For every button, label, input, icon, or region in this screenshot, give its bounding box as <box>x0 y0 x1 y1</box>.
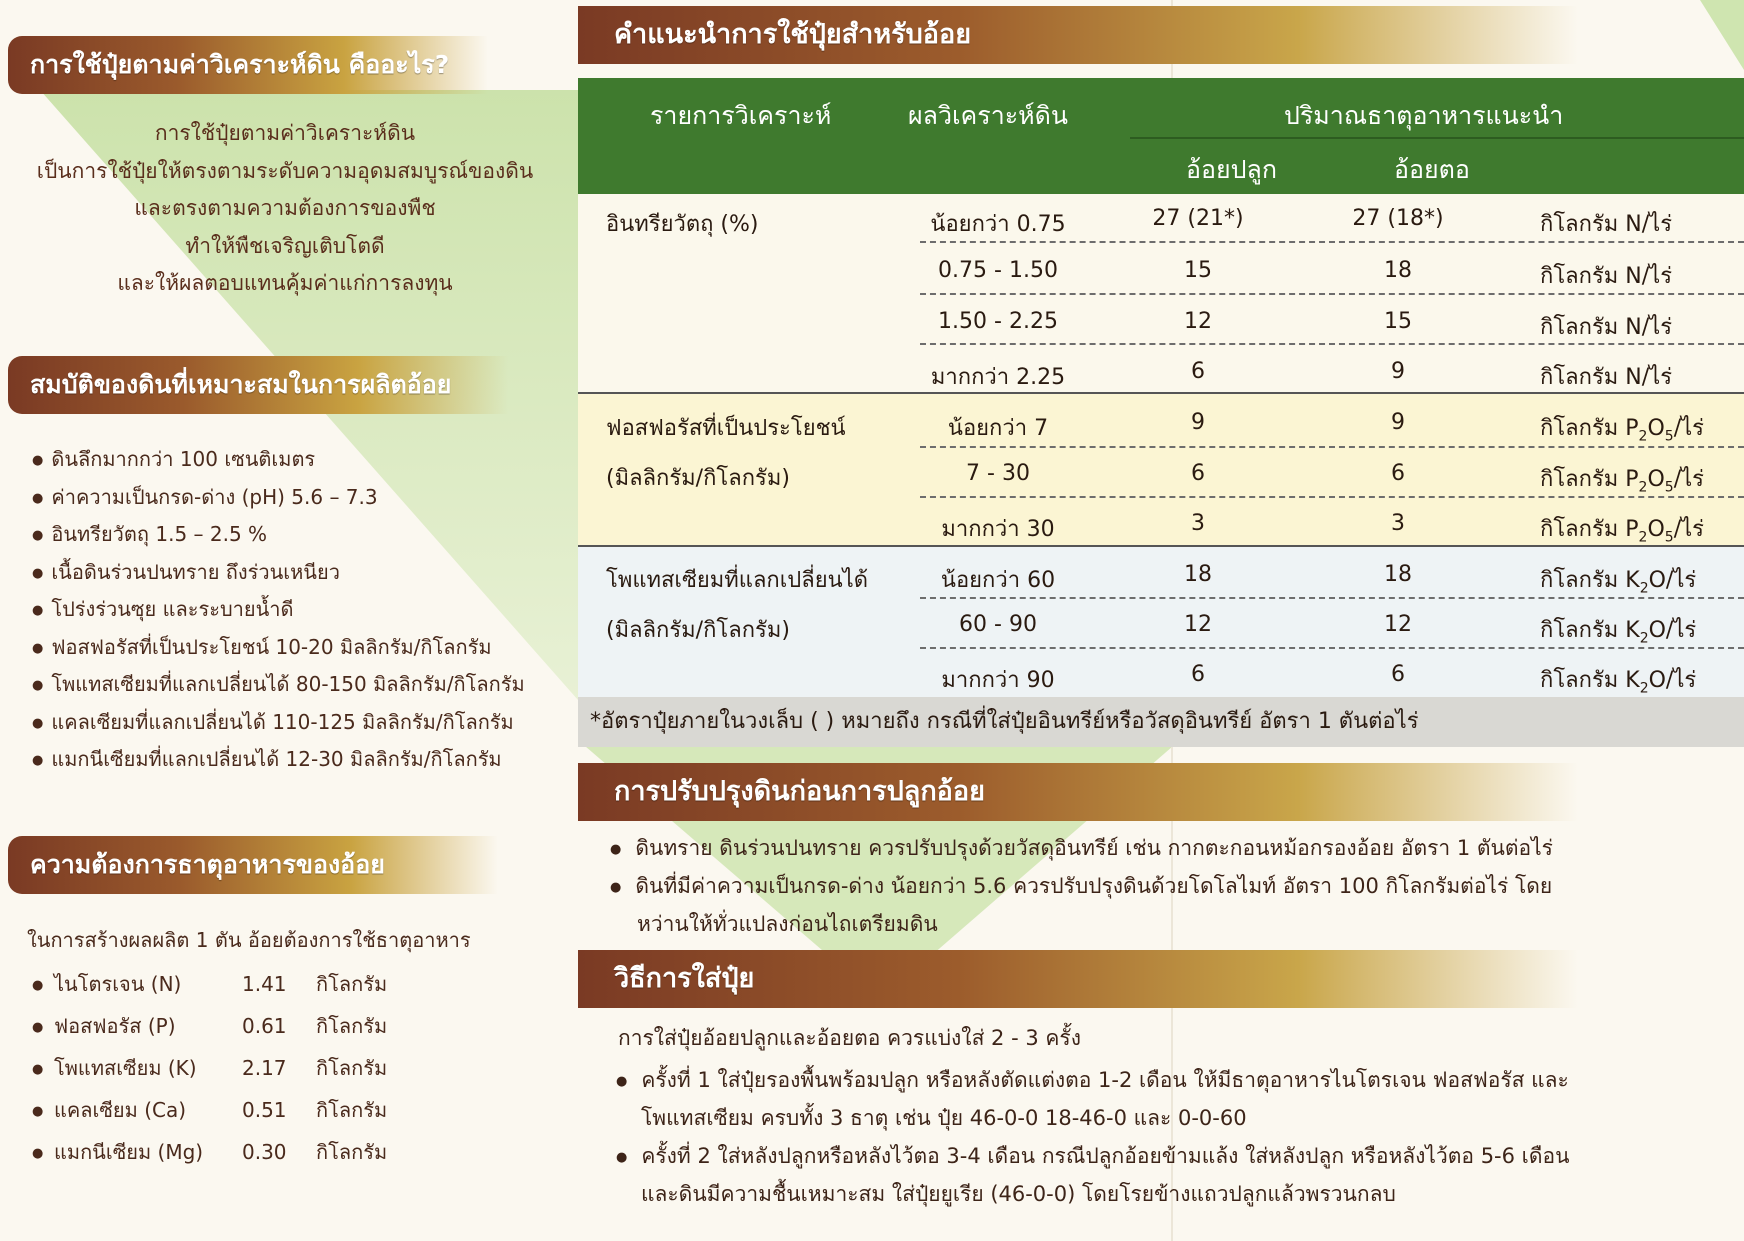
nutrient-name: ไนโตรเจน (N) <box>54 972 182 996</box>
section-header-nutrient-needs <box>8 836 498 894</box>
intro-paragraph <box>0 115 570 303</box>
nutrient-value: 0.61 <box>242 1014 287 1038</box>
list-item: ● แมกนีเซียมที่แลกเปลี่ยนได้ 12-30 มิลลิกรัม/กิโลกรัม <box>32 741 525 779</box>
cell-ratoon: 12 <box>1384 612 1412 637</box>
cell-ratoon: 18 <box>1384 562 1412 587</box>
cell-result: 60 - 90 <box>959 612 1037 637</box>
nutrient-row: ● แมกนีเซียม (Mg) 0.30 กิโลกรัม <box>32 1132 387 1172</box>
unit-text: กิโลกรัม P <box>1540 467 1639 492</box>
list-item: ● ดินลึกมากกว่า 100 เซนติเมตร <box>32 441 525 479</box>
cell-ratoon: 9 <box>1391 359 1405 384</box>
nutrient-value: 0.51 <box>242 1098 287 1122</box>
header-result: ผลวิเคราะห์ดิน <box>908 101 1068 130</box>
row-divider <box>920 647 1744 649</box>
cell-result: น้อยกว่า 7 <box>947 416 1049 441</box>
cell-plant: 9 <box>1191 410 1205 435</box>
cell-unit <box>1540 309 1672 344</box>
para-line: และให้ผลตอบแทนคุ้มค่าแก่การลงทุน <box>117 271 453 295</box>
header-recommendation: ปริมาณธาตุอาหารแนะนำ <box>1284 101 1564 130</box>
left-column <box>0 0 570 1241</box>
cell-result: มากกว่า 2.25 <box>930 365 1066 390</box>
nutrient-unit: กิโลกรัม <box>316 1014 388 1038</box>
cell-plant: 12 <box>1184 612 1212 637</box>
unit-suffix: /ไร่ <box>1641 212 1673 237</box>
cell-ratoon: 18 <box>1384 258 1412 283</box>
section-header-soil-improvement <box>578 763 1578 821</box>
nutrient-unit: กิโลกรัม <box>316 972 388 996</box>
cell-plant: 18 <box>1184 562 1212 587</box>
unit-subscript: 5 <box>1664 428 1674 445</box>
unit-suffix: /ไร่ <box>1673 416 1704 441</box>
cell-ratoon: 6 <box>1391 662 1405 687</box>
header-divider <box>1130 137 1744 139</box>
cell-ratoon: 6 <box>1391 461 1405 486</box>
section-title: ความต้องการธาตุอาหารของอ้อย <box>30 850 385 879</box>
nutrient-row: ● ฟอสฟอรัส (P) 0.61 กิโลกรัม <box>32 1006 387 1046</box>
cell-ratoon: 15 <box>1384 309 1412 334</box>
cell-plant: 12 <box>1184 309 1212 334</box>
group-divider <box>578 392 1744 394</box>
table-footnote: *อัตราปุ๋ยภายในวงเล็บ ( ) หมายถึง กรณีที่ใส่ปุ๋ยอินทรีย์หรือวัสดุอินทรีย์ อัตรา 1 ตันต่อไร่ <box>578 697 1744 747</box>
nutrient-value: 2.17 <box>242 1056 287 1080</box>
bullet-continuation: และดินมีความชื้นเหมาะสม ใส่ปุ๋ยยูเรีย (46-0-0) โดยโรยข้างแถวปลูกแล้วพรวนกลบ <box>641 1182 1396 1206</box>
row-divider <box>920 496 1744 498</box>
section-title: สมบัติของดินที่เหมาะสมในการผลิตอ้อย <box>30 370 452 399</box>
list-item: ● แคลเซียมที่แลกเปลี่ยนได้ 110-125 มิลลิกรัม/กิโลกรัม <box>32 704 525 742</box>
cell-plant: 27 (21*) <box>1152 206 1244 231</box>
bullet-line: ● ดินทราย ดินร่วนปนทราย ควรปรับปรุงด้วยวัสดุอินทรีย์ เช่น กากตะกอนหม้อกรองอ้อย อัตรา 1 ตันต่อไร่ <box>610 836 1553 860</box>
cell-plant: 6 <box>1191 461 1205 486</box>
group-label: ฟอสฟอรัสที่เป็นประโยชน์ <box>606 416 846 441</box>
cell-unit <box>1540 662 1696 697</box>
cell-plant: 6 <box>1191 662 1205 687</box>
table-header <box>578 78 1744 194</box>
cell-unit <box>1540 410 1704 445</box>
group-label: โพแทสเซียมที่แลกเปลี่ยนได้ <box>606 568 869 593</box>
method-intro: การใส่ปุ๋ยอ้อยปลูกและอ้อยตอ ควรแบ่งใส่ 2 - 3 ครั้ง <box>618 1026 1081 1050</box>
list-item: ● โปร่งร่วนซุย และระบายน้ำดี <box>32 591 525 629</box>
list-item: ● โพแทสเซียมที่แลกเปลี่ยนได้ 80-150 มิลลิกรัม/กิโลกรัม <box>32 666 525 704</box>
header-plant-cane: อ้อยปลูก <box>1186 155 1278 184</box>
bullet-text: ดินทราย ดินร่วนปนทราย ควรปรับปรุงด้วยวัสดุอินทรีย์ เช่น กากตะกอนหม้อกรองอ้อย อัตรา 1 ตันต่อไร่ <box>635 836 1553 860</box>
cell-result: 1.50 - 2.25 <box>938 309 1058 334</box>
bullet-continuation: โพแทสเซียม ครบทั้ง 3 ธาตุ เช่น ปุ๋ย 46-0-0 18-46-0 และ 0-0-60 <box>641 1106 1247 1130</box>
cell-unit <box>1540 206 1672 241</box>
unit-subscript: 5 <box>1664 479 1674 496</box>
nutrient-name: แคลเซียม (Ca) <box>54 1098 187 1122</box>
section-title: วิธีการใส่ปุ๋ย <box>614 963 755 994</box>
section-header-recommendation <box>578 6 1578 64</box>
row-divider <box>920 293 1744 295</box>
nutrient-unit: กิโลกรัม <box>316 1098 388 1122</box>
unit-suffix: O/ไร่ <box>1648 618 1697 643</box>
unit-text: กิโลกรัม P <box>1540 416 1639 441</box>
unit-text: กิโลกรัม K <box>1540 568 1640 593</box>
unit-text: O <box>1647 467 1665 492</box>
nutrient-row: ● โพแทสเซียม (K) 2.17 กิโลกรัม <box>32 1048 387 1088</box>
group-label-unit: (มิลลิกรัม/กิโลกรัม) <box>606 618 790 643</box>
bullet-line: ● ครั้งที่ 2 ใส่หลังปลูกหรือหลังไว้ตอ 3-4 เดือน กรณีปลูกอ้อยข้ามแล้ง ใส่หลังปลูก หรือหลังไว้ตอ 5-6 เดือน <box>616 1144 1570 1168</box>
unit-text: กิโลกรัม N <box>1540 315 1642 340</box>
para-line: ทำให้พืชเจริญเติบโตดี <box>185 233 385 258</box>
header-ratoon-cane: อ้อยตอ <box>1394 155 1470 184</box>
list-item: ● อินทรียวัตถุ 1.5 – 2.5 % <box>32 516 525 554</box>
section-title: การใช้ปุ๋ยตามค่าวิเคราะห์ดิน คืออะไร? <box>30 50 450 79</box>
nutrient-row: ● แคลเซียม (Ca) 0.51 กิโลกรัม <box>32 1090 387 1130</box>
para-line: เป็นการใช้ปุ๋ยให้ตรงตามระดับความอุดมสมบูรณ์ของดิน <box>36 158 534 183</box>
nutrient-value: 1.41 <box>242 972 287 996</box>
unit-text: กิโลกรัม N <box>1540 212 1642 237</box>
unit-subscript: 2 <box>1639 630 1649 647</box>
bullet-text: ดินที่มีค่าความเป็นกรด-ด่าง น้อยกว่า 5.6 ควรปรับปรุงดินด้วยโดโลไมท์ อัตรา 100 กิโลกรัมต่อไร่ โดย <box>635 874 1553 898</box>
section-header-fertilizer-method <box>578 950 1578 1008</box>
unit-text: O <box>1647 517 1665 542</box>
cell-result: 7 - 30 <box>966 461 1030 486</box>
unit-text: กิโลกรัม P <box>1540 517 1639 542</box>
nutrient-row: ● ไนโตรเจน (N) 1.41 กิโลกรัม <box>32 964 387 1004</box>
soil-properties-list <box>32 441 525 779</box>
cell-unit <box>1540 511 1704 546</box>
unit-text: กิโลกรัม K <box>1540 618 1640 643</box>
cell-plant: 3 <box>1191 511 1205 536</box>
unit-suffix: /ไร่ <box>1641 264 1673 289</box>
bullet-line: ● ดินที่มีค่าความเป็นกรด-ด่าง น้อยกว่า 5.6 ควรปรับปรุงดินด้วยโดโลไมท์ อัตรา 100 กิโลกรัมต่อไร่ โดย <box>610 874 1553 898</box>
cell-result: น้อยกว่า 60 <box>940 568 1056 593</box>
unit-subscript: 2 <box>1638 479 1648 496</box>
unit-subscript: 2 <box>1638 428 1648 445</box>
group-label-unit: (มิลลิกรัม/กิโลกรัม) <box>606 466 790 491</box>
section-title: คำแนะนำการใช้ปุ๋ยสำหรับอ้อย <box>614 19 972 50</box>
cell-result: มากกว่า 90 <box>941 668 1055 693</box>
cell-unit <box>1540 612 1696 647</box>
unit-suffix: O/ไร่ <box>1648 568 1697 593</box>
nutrient-name: โพแทสเซียม (K) <box>54 1056 197 1080</box>
nutrient-unit: กิโลกรัม <box>316 1140 388 1164</box>
list-item: ● ฟอสฟอรัสที่เป็นประโยชน์ 10-20 มิลลิกรัม/กิโลกรัม <box>32 629 525 667</box>
cell-ratoon: 27 (18*) <box>1352 206 1444 231</box>
cell-result: มากกว่า 30 <box>941 517 1055 542</box>
unit-suffix: O/ไร่ <box>1648 668 1697 693</box>
unit-suffix: /ไร่ <box>1641 315 1673 340</box>
unit-subscript: 2 <box>1639 580 1649 597</box>
row-divider <box>920 446 1744 448</box>
cell-unit <box>1540 562 1696 597</box>
list-item: ● เนื้อดินร่วนปนทราย ถึงร่วนเหนียว <box>32 554 525 592</box>
row-divider <box>920 343 1744 345</box>
cell-unit <box>1540 258 1672 293</box>
group-label: อินทรียวัตถุ (%) <box>606 212 759 237</box>
nutrient-intro: ในการสร้างผลผลิต 1 ตัน อ้อยต้องการใช้ธาตุอาหาร <box>27 928 471 952</box>
nutrient-name: แมกนีเซียม (Mg) <box>54 1140 204 1164</box>
group-divider <box>578 545 1744 547</box>
section-title: การปรับปรุงดินก่อนการปลูกอ้อย <box>614 776 985 807</box>
para-line: การใช้ปุ๋ยตามค่าวิเคราะห์ดิน <box>154 121 416 145</box>
cell-ratoon: 3 <box>1391 511 1405 536</box>
row-divider <box>920 241 1744 243</box>
right-column <box>578 0 1744 1241</box>
list-item: ● ค่าความเป็นกรด-ด่าง (pH) 5.6 – 7.3 <box>32 479 525 517</box>
bullet-text: ครั้งที่ 2 ใส่หลังปลูกหรือหลังไว้ตอ 3-4 เดือน กรณีปลูกอ้อยข้ามแล้ง ใส่หลังปลูก หรือหลังไว้ตอ 5-6 เดือน <box>641 1144 1570 1168</box>
unit-suffix: /ไร่ <box>1641 365 1673 390</box>
cell-unit <box>1540 359 1672 394</box>
section-header-soil-properties <box>8 356 508 414</box>
unit-text: กิโลกรัม N <box>1540 365 1642 390</box>
cell-result: 0.75 - 1.50 <box>938 258 1058 283</box>
unit-text: กิโลกรัม K <box>1540 668 1640 693</box>
nutrient-unit: กิโลกรัม <box>316 1056 388 1080</box>
unit-subscript: 5 <box>1664 529 1674 546</box>
bullet-continuation: หว่านให้ทั่วแปลงก่อนไถเตรียมดิน <box>637 912 938 936</box>
unit-suffix: /ไร่ <box>1673 517 1704 542</box>
bullet-text: ครั้งที่ 1 ใส่ปุ๋ยรองพื้นพร้อมปลูก หรือหลังตัดแต่งตอ 1-2 เดือน ให้มีธาตุอาหารไนโตรเจน ฟอสฟอรัส และ <box>641 1068 1569 1092</box>
unit-subscript: 2 <box>1639 680 1649 697</box>
nutrient-value: 0.30 <box>242 1140 287 1164</box>
cell-ratoon: 9 <box>1391 410 1405 435</box>
row-divider <box>920 597 1744 599</box>
unit-text: O <box>1647 416 1665 441</box>
bullet-line: ● ครั้งที่ 1 ใส่ปุ๋ยรองพื้นพร้อมปลูก หรือหลังตัดแต่งตอ 1-2 เดือน ให้มีธาตุอาหารไนโตรเจน ฟอสฟอรัส และ <box>616 1068 1569 1092</box>
unit-suffix: /ไร่ <box>1673 467 1704 492</box>
unit-subscript: 2 <box>1638 529 1648 546</box>
section-header-what-is <box>8 36 488 94</box>
cell-plant: 15 <box>1184 258 1212 283</box>
cell-plant: 6 <box>1191 359 1205 384</box>
nutrient-name: ฟอสฟอรัส (P) <box>54 1014 176 1038</box>
cell-unit <box>1540 461 1704 496</box>
header-item: รายการวิเคราะห์ <box>650 101 832 130</box>
para-line: และตรงตามความต้องการของพืช <box>134 196 436 220</box>
unit-text: กิโลกรัม N <box>1540 264 1642 289</box>
cell-result: น้อยกว่า 0.75 <box>930 212 1066 237</box>
